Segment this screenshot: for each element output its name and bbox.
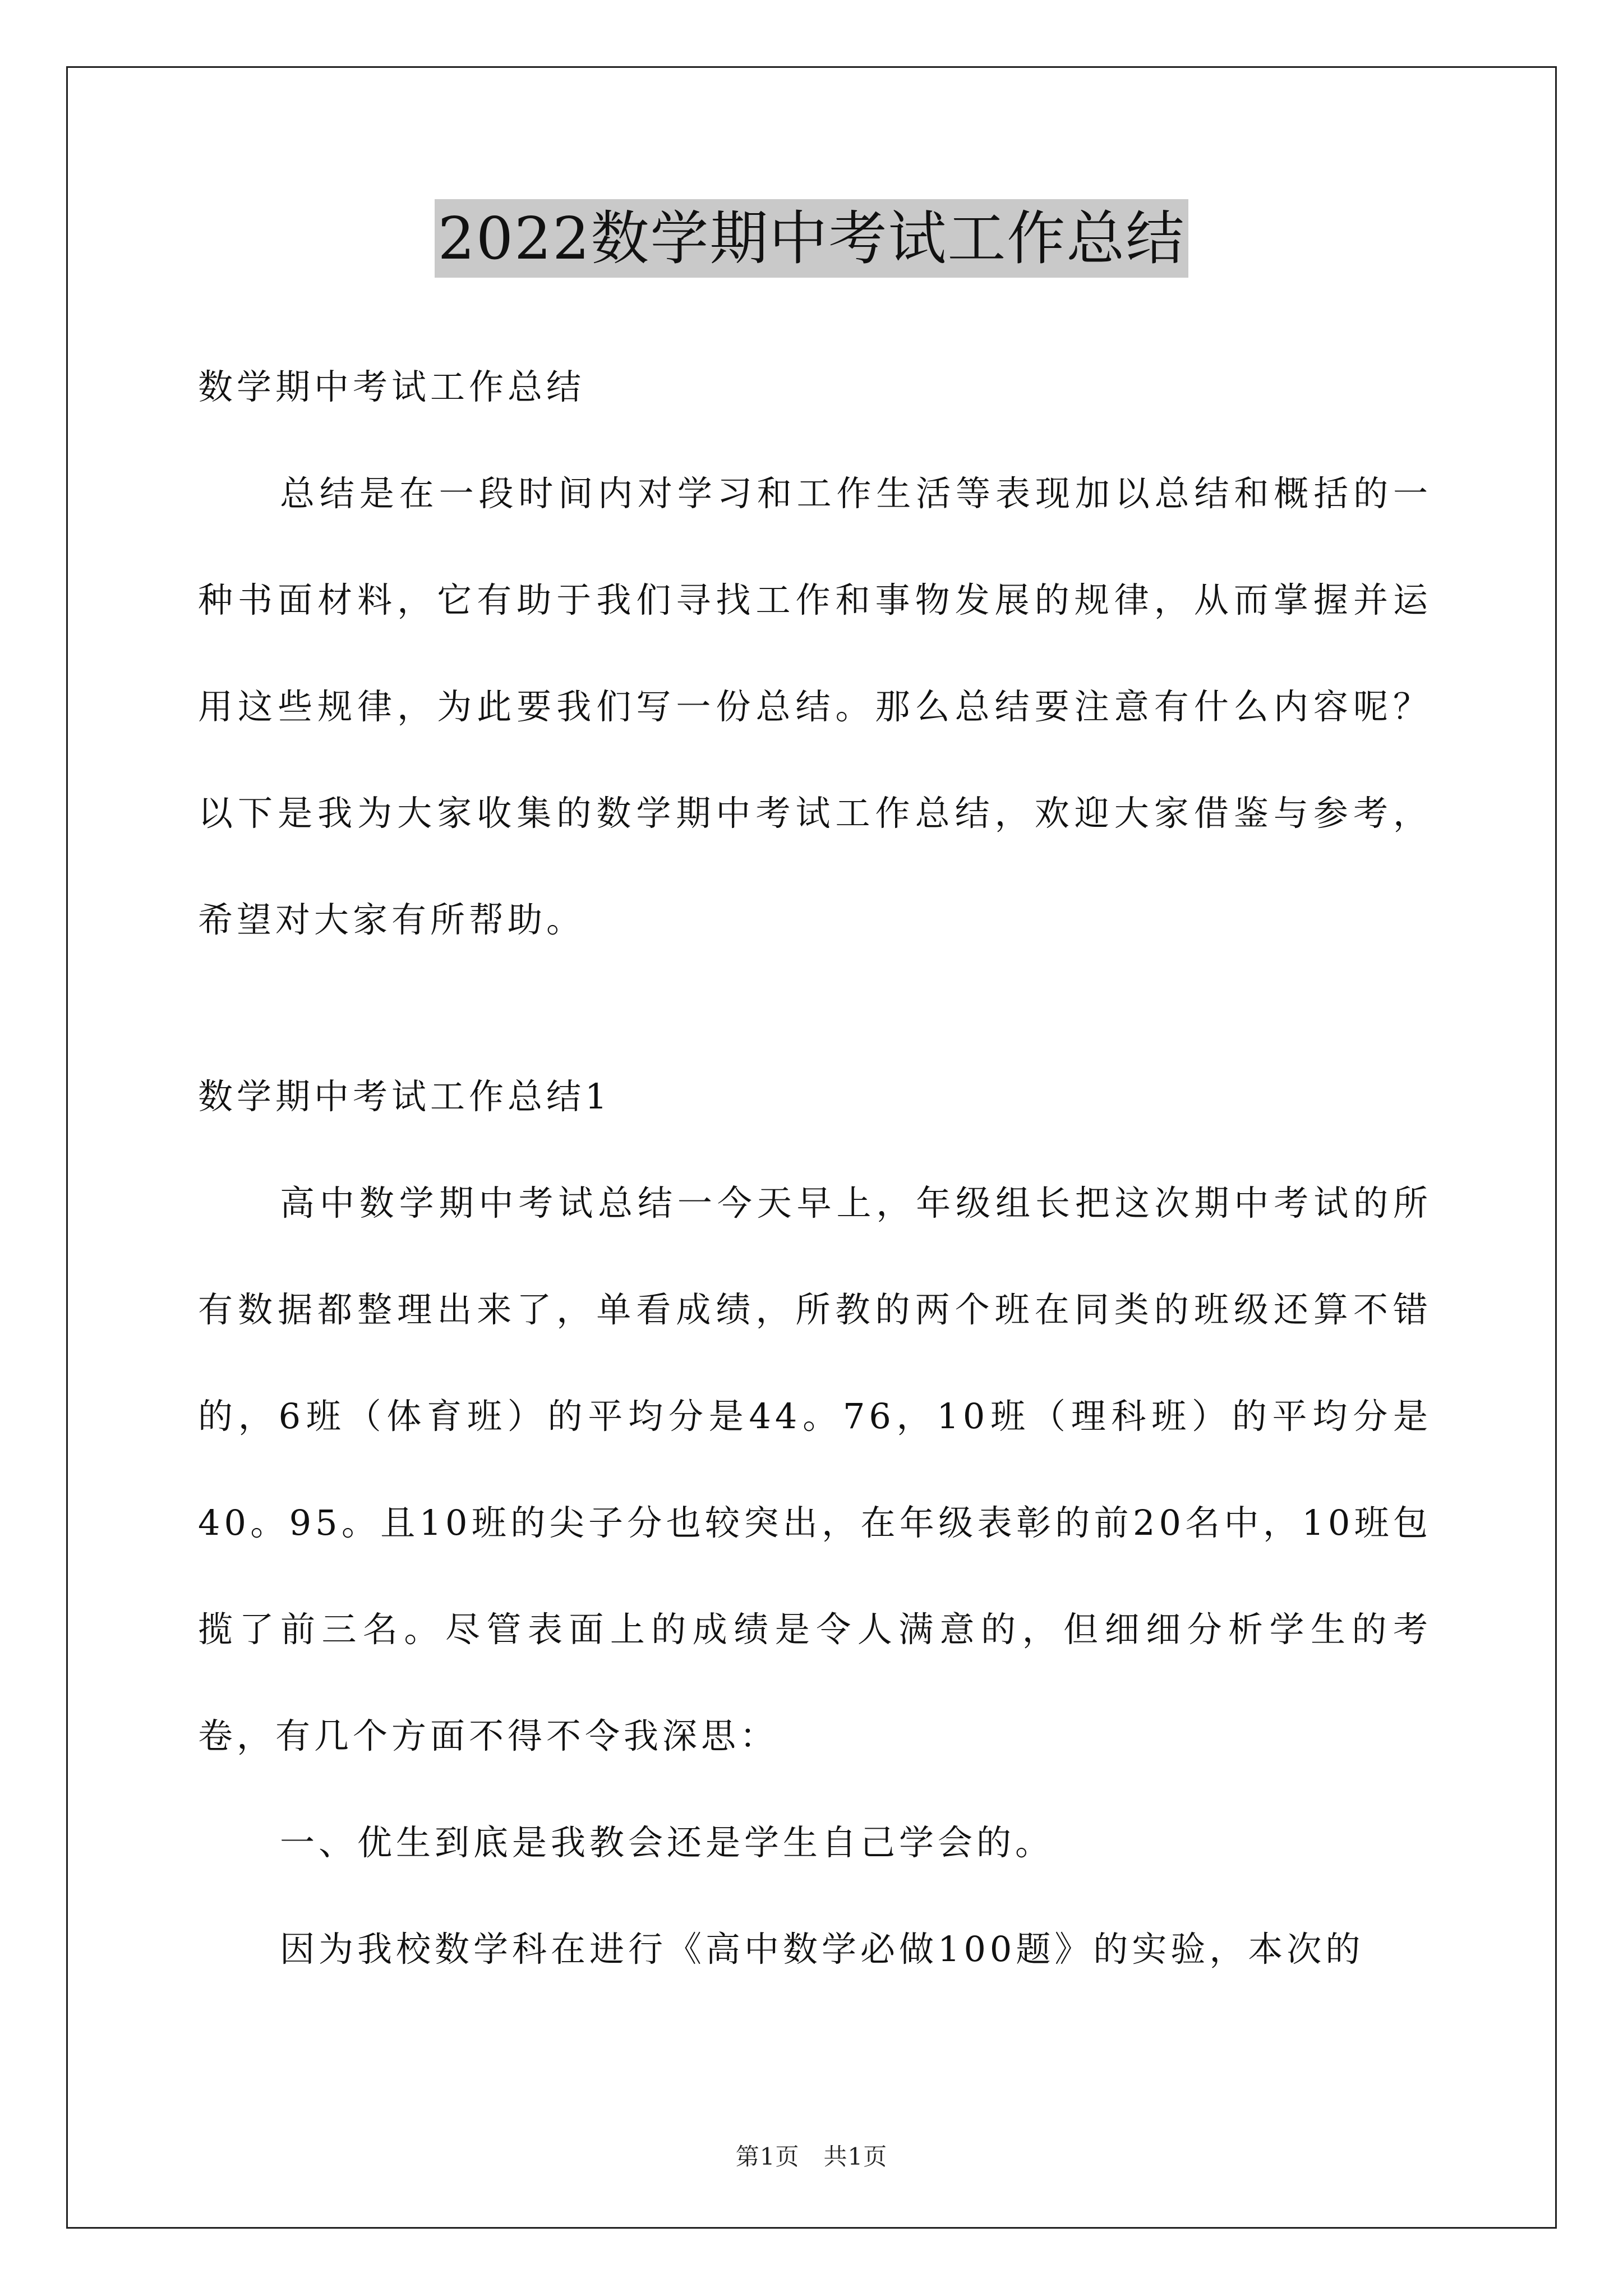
document-title: 2022数学期中考试工作总结 (435, 199, 1189, 278)
body-paragraph: 因为我校数学科在进行《高中数学必做100题》的实验，本次的 (280, 1929, 1364, 1970)
page-footer: 第1页 共1页 (735, 2143, 888, 2170)
point-one-heading: 一、优生到底是我教会还是学生自己学会的。 (280, 1822, 1054, 1863)
title-container (0, 199, 1623, 278)
document-body (198, 334, 1432, 2003)
body-paragraph: 高中数学期中考试总结一今天早上，年级组长把这次期中考试的所有数据都整理出来了，单看成绩，所教的两个班在同类的班级还算不错的，6班（体育班）的平均分是44。76，10班（理科班）的平均分是40。95。且10班的尖子分也较突出，在年级表彰的前20名中，10班包揽了前三名。尽管表面上的成绩是令人满意的，但细细分析学生的考卷，有几个方面不得不令我深思： (198, 1182, 1432, 1756)
paragraph-gap (198, 973, 1432, 1043)
section-heading: 数学期中考试工作总结1 (198, 1076, 611, 1117)
intro-paragraph: 总结是在一段时间内对学习和工作生活等表现加以总结和概括的一种书面材料，它有助于我们寻找工作和事物发展的规律，从而掌握并运用这些规律，为此要我们写一份总结。那么总结要注意有什么内容呢？以下是我为大家收集的数学期中考试工作总结，欢迎大家借鉴与参考，希望对大家有所帮助。 (198, 473, 1432, 940)
subtitle-paragraph: 数学期中考试工作总结 (198, 366, 585, 407)
